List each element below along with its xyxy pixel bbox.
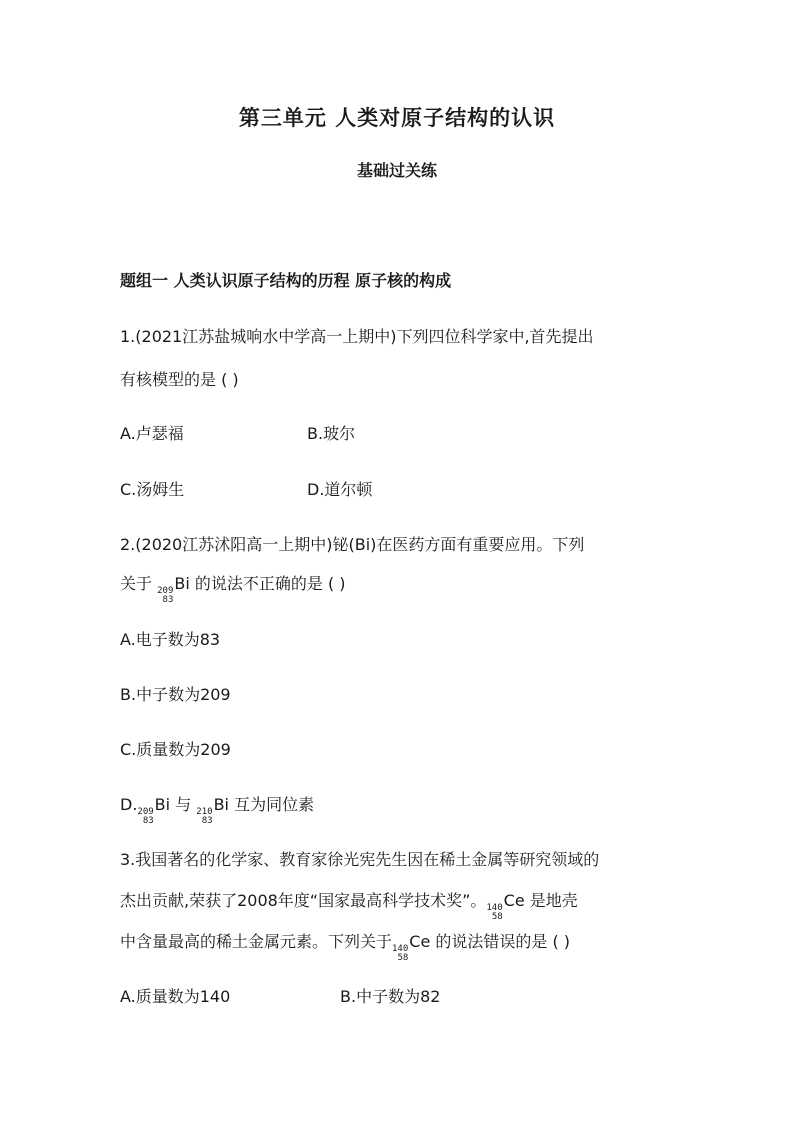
question-2-option-b: B.中子数为209 <box>120 685 231 704</box>
question-1-option-d: D.道尔顿 <box>307 480 373 499</box>
question-1-option-a: A.卢瑟福 <box>120 424 184 443</box>
nuclide-notation <box>157 587 173 605</box>
mass-number: 210 <box>196 807 213 817</box>
question-1-option-c: C.汤姆生 <box>120 480 185 499</box>
nuclide-notation <box>486 904 502 922</box>
question-3-line-3-prefix: 中含量最高的稀土金属元素。下列关于 <box>120 932 393 951</box>
mass-number: 209 <box>157 586 174 596</box>
question-3-line-1: 3.我国著名的化学家、教育家徐光宪先生因在稀土金属等研究领域的 <box>120 850 600 869</box>
atomic-number: 83 <box>142 816 154 826</box>
question-3-line-2-prefix: 杰出贡献,荣获了2008年度“国家最高科学技术奖”。 <box>120 891 487 910</box>
mass-number: 140 <box>486 903 503 913</box>
element-symbol: Bi <box>154 795 171 814</box>
question-2-line-2-prefix: 关于 <box>120 574 153 593</box>
option-d-connector: 与 <box>175 795 192 814</box>
atomic-number: 58 <box>491 912 503 922</box>
mass-number: 209 <box>137 807 154 817</box>
question-3-option-b: B.中子数为82 <box>340 987 441 1006</box>
atomic-number: 58 <box>397 953 409 963</box>
question-3-line-2 <box>120 888 578 922</box>
question-1-option-b: B.玻尔 <box>307 424 356 443</box>
page-subtitle: 基础过关练 <box>356 161 437 180</box>
question-1-line-2: 有核模型的是 ( ) <box>120 370 239 389</box>
section-heading: 题组一 人类认识原子结构的历程 原子核的构成 <box>120 271 452 290</box>
question-2-line-1: 2.(2020江苏沭阳高一上期中)铋(Bi)在医药方面有重要应用。下列 <box>120 535 585 554</box>
option-d-suffix: 互为同位素 <box>234 795 315 814</box>
question-3-line-2-suffix: 是地壳 <box>529 891 578 910</box>
question-1-line-1: 1.(2021江苏盐城响水中学高一上期中)下列四位科学家中,首先提出 <box>120 327 594 346</box>
mass-number: 140 <box>392 944 409 954</box>
option-d-prefix: D. <box>120 795 138 814</box>
atomic-number: 83 <box>162 595 174 605</box>
element-symbol: Bi <box>213 795 229 814</box>
question-3-line-3-suffix: 的说法错误的是 ( ) <box>435 932 571 951</box>
atomic-number: 83 <box>201 816 213 826</box>
question-3-option-a: A.质量数为140 <box>120 987 231 1006</box>
question-3-line-3 <box>120 929 570 963</box>
nuclide-notation <box>137 808 153 826</box>
element-symbol: Ce <box>503 891 525 910</box>
element-symbol: Bi <box>174 574 190 593</box>
question-2-line-2-suffix: 的说法不正确的是 ( ) <box>194 574 346 593</box>
question-2-option-a: A.电子数为83 <box>120 630 221 649</box>
nuclide-notation <box>196 808 212 826</box>
page-title: 第三单元 人类对原子结构的认识 <box>238 106 556 130</box>
question-2-option-c: C.质量数为209 <box>120 740 231 759</box>
nuclide-notation <box>392 945 408 963</box>
question-2-line-2 <box>120 571 346 605</box>
question-2-option-d <box>120 792 314 826</box>
element-symbol: Ce <box>409 932 431 951</box>
